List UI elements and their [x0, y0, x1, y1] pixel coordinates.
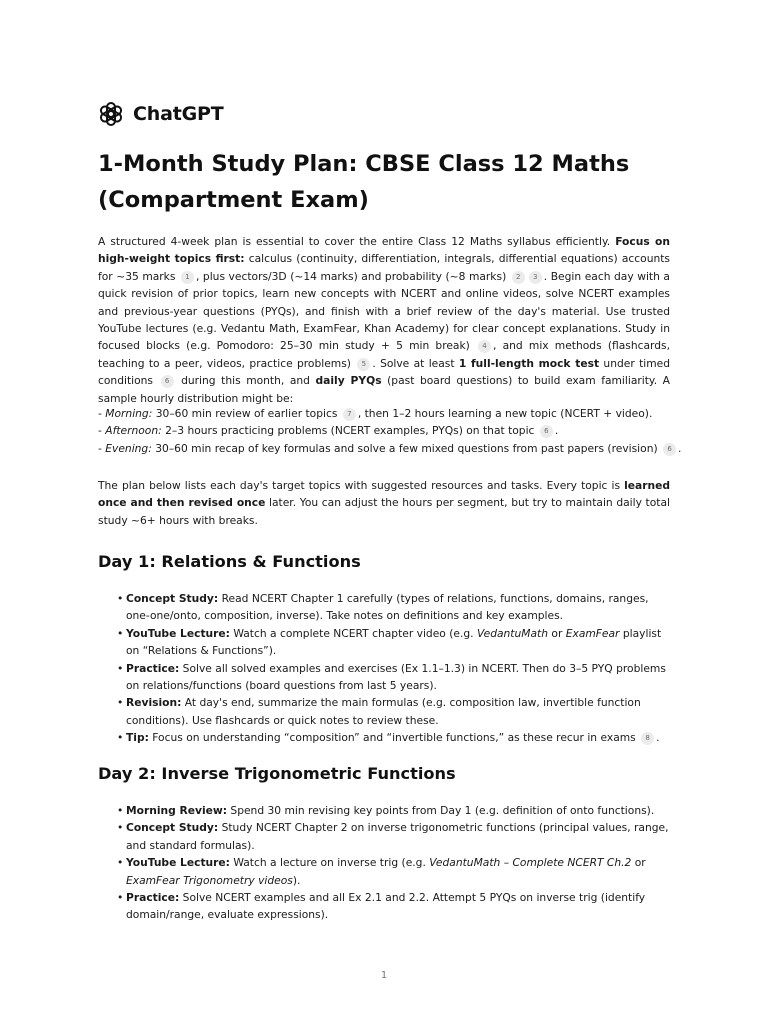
citation-badge[interactable]: 3	[529, 271, 542, 284]
citation-badge[interactable]: 1	[181, 271, 194, 284]
list-item: • Practice: Solve NCERT examples and all Ex 2.1 and 2.2. Attempt 5 PYQs on inverse trig (identify domain/range, evaluate expressions).	[126, 889, 674, 924]
list-item: • YouTube Lecture: Watch a complete NCERT chapter video (e.g. VedantuMath or ExamFear playlist on “Relations & Functions”).	[126, 625, 674, 660]
brand-name: ChatGPT	[133, 103, 224, 125]
brand-header	[98, 101, 223, 127]
citation-badge[interactable]: 8	[641, 732, 654, 745]
day2-heading: Day 2: Inverse Trigonometric Functions	[98, 764, 456, 783]
citation-badge[interactable]: 6	[540, 425, 553, 438]
list-item: • Revision: At day's end, summarize the main formulas (e.g. composition law, invertible function conditions). Use flashcards or quick notes to review these.	[126, 694, 674, 729]
list-item: • Concept Study: Read NCERT Chapter 1 carefully (types of relations, functions, domains, ranges, one-one/onto, composition, inverse). Take notes on definitions and key examples.	[126, 590, 674, 625]
page-number: 1	[380, 970, 388, 981]
day1-heading: Day 1: Relations & Functions	[98, 552, 361, 571]
citation-badge[interactable]: 6	[161, 375, 174, 388]
day1-task-list	[126, 590, 674, 747]
citation-badge[interactable]: 2	[512, 271, 525, 284]
document-title: 1-Month Study Plan: CBSE Class 12 Maths (Compartment Exam)	[98, 151, 630, 213]
intro-paragraph: A structured 4-week plan is essential to cover the entire Class 12 Maths syllabus efficiently. Focus on high-weight topics first: calculus (continuity, differentiation, integrals, differential equations) accounts for ~35 marks 1 , plus vectors/3D (~14 marks) and probability (~8 marks) 2 3 . Begin each day with a quick revision of prior topics, learn new concepts with NCERT and online videos, solve NCERT examples and previous-year questions (PYQs), and finish with a brief review of the day's material. Use trusted YouTube lectures (e.g. Vedantu Math, ExamFear, Khan Academy) for clear concept explanations. Study in focused blocks (e.g. Pomodoro: 25–30 min study + 5 min break) 4 , and mix methods (flashcards, teaching to a peer, videos, practice problems) 5 . Solve at least 1 full-length mock test under timed conditions 6 during this month, and daily PYQs (past board questions) to build exam familiarity. A sample hourly distribution might be:	[98, 235, 671, 405]
list-item: • Concept Study: Study NCERT Chapter 2 on inverse trigonometric functions (principal values, range, and standard formulas).	[126, 819, 674, 854]
plan-intro-paragraph: The plan below lists each day's target topics with suggested resources and tasks. Every topic is learned once and then revised once later. You can adjust the hours per segment, but try to maintain daily total study ~6+ hours with breaks.	[98, 479, 670, 527]
list-item: • YouTube Lecture: Watch a lecture on inverse trig (e.g. VedantuMath – Complete NCERT Ch.2 or ExamFear Trigonometry videos).	[126, 854, 674, 889]
list-item: • Practice: Solve all solved examples and exercises (Ex 1.1–1.3) in NCERT. Then do 3–5 PYQ problems on relations/functions (board questions from last 5 years).	[126, 660, 674, 695]
distribution-line-evening: - Evening: 30–60 min recap of key formulas and solve a few mixed questions from past papers (revision) 6 .	[98, 441, 682, 455]
hourly-distribution	[98, 405, 682, 457]
citation-badge[interactable]: 4	[478, 340, 491, 353]
distribution-line-morning: - Morning: 30–60 min review of earlier topics 7 , then 1–2 hours learning a new topic (NCERT + video).	[98, 407, 653, 420]
citation-badge[interactable]: 7	[343, 408, 356, 421]
distribution-line-afternoon: - Afternoon: 2–3 hours practicing problems (NCERT examples, PYQs) on that topic 6 .	[98, 424, 559, 438]
day2-task-list	[126, 802, 674, 924]
citation-badge[interactable]: 6	[663, 443, 676, 456]
list-item: • Morning Review: Spend 30 min revising key points from Day 1 (e.g. definition of onto functions).	[126, 802, 674, 819]
list-item: • Tip: Focus on understanding “composition” and “invertible functions,” as these recur in exams 8 .	[126, 729, 674, 746]
citation-badge[interactable]: 5	[357, 358, 370, 371]
openai-logo-icon	[98, 101, 124, 127]
